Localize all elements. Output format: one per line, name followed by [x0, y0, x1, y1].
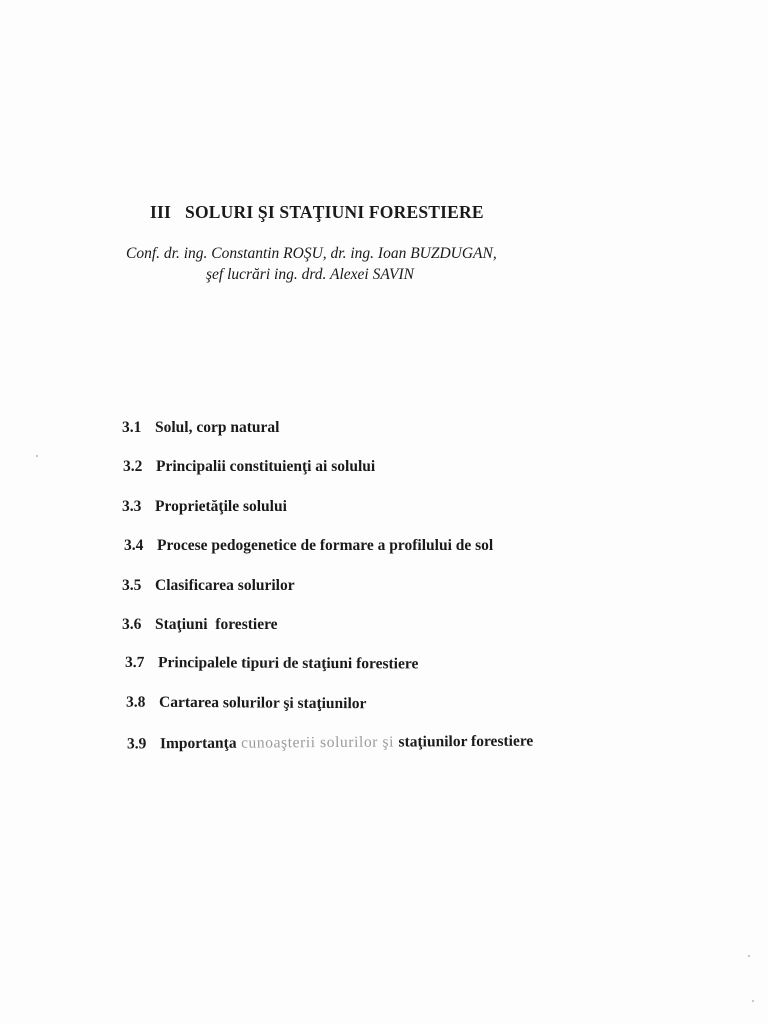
scan-speck	[752, 1000, 754, 1002]
toc-title-start: Importanţa	[159, 734, 237, 753]
toc-title: Principalii constituienţi ai solului	[156, 458, 376, 476]
toc-title: Staţiuni forestiere	[155, 615, 278, 633]
scan-speck	[748, 955, 750, 957]
toc-entry-3-3	[122, 498, 528, 537]
toc-number: 3.8	[126, 693, 146, 711]
toc-entry-3-6	[122, 616, 528, 655]
toc-entry-3-5	[122, 577, 528, 616]
toc-title: Proprietăţile solului	[155, 497, 287, 515]
toc-number: 3.1	[122, 419, 142, 436]
toc-number: 3.9	[126, 735, 147, 753]
toc-title: Principalele tipuri de staţiuni forestiere	[158, 654, 419, 673]
toc-entry-3-9	[127, 733, 534, 775]
toc-title-end: staţiunilor forestiere	[398, 732, 534, 751]
toc-title: Procese pedogenetice de formare a profilului de sol	[157, 537, 494, 555]
chapter-title: SOLURI ŞI STAŢIUNI FORESTIERE	[185, 202, 484, 222]
toc-number: 3.2	[123, 458, 143, 476]
toc-title: Clasificarea solurilor	[155, 576, 295, 594]
toc-title: Solul, corp natural	[155, 419, 280, 436]
authors-line-2: şef lucrări ing. drd. Alexei SAVIN	[206, 266, 415, 283]
toc-entry-3-8	[126, 693, 533, 735]
authors-line-1: Conf. dr. ing. Constantin ROŞU, dr. ing. Ioan BUZDUGAN,	[126, 245, 497, 262]
table-of-contents	[122, 419, 534, 774]
toc-entry-3-1	[122, 419, 528, 458]
toc-number: 3.6	[122, 615, 142, 633]
toc-title-faded: cunoaşterii solurilor şi	[236, 733, 399, 752]
toc-number: 3.5	[122, 576, 142, 594]
authors-block	[126, 243, 497, 285]
toc-number: 3.4	[124, 537, 144, 555]
toc-title	[160, 733, 533, 754]
toc-number: 3.7	[125, 654, 145, 672]
chapter-heading	[150, 202, 484, 223]
toc-entry-3-2	[123, 458, 529, 497]
scan-speck	[36, 455, 38, 457]
chapter-number: III	[150, 202, 172, 222]
toc-entry-3-4	[124, 537, 530, 576]
toc-title: Cartarea solurilor şi staţiunilor	[159, 693, 367, 712]
toc-number: 3.3	[122, 497, 142, 515]
toc-entry-3-7	[125, 654, 532, 696]
